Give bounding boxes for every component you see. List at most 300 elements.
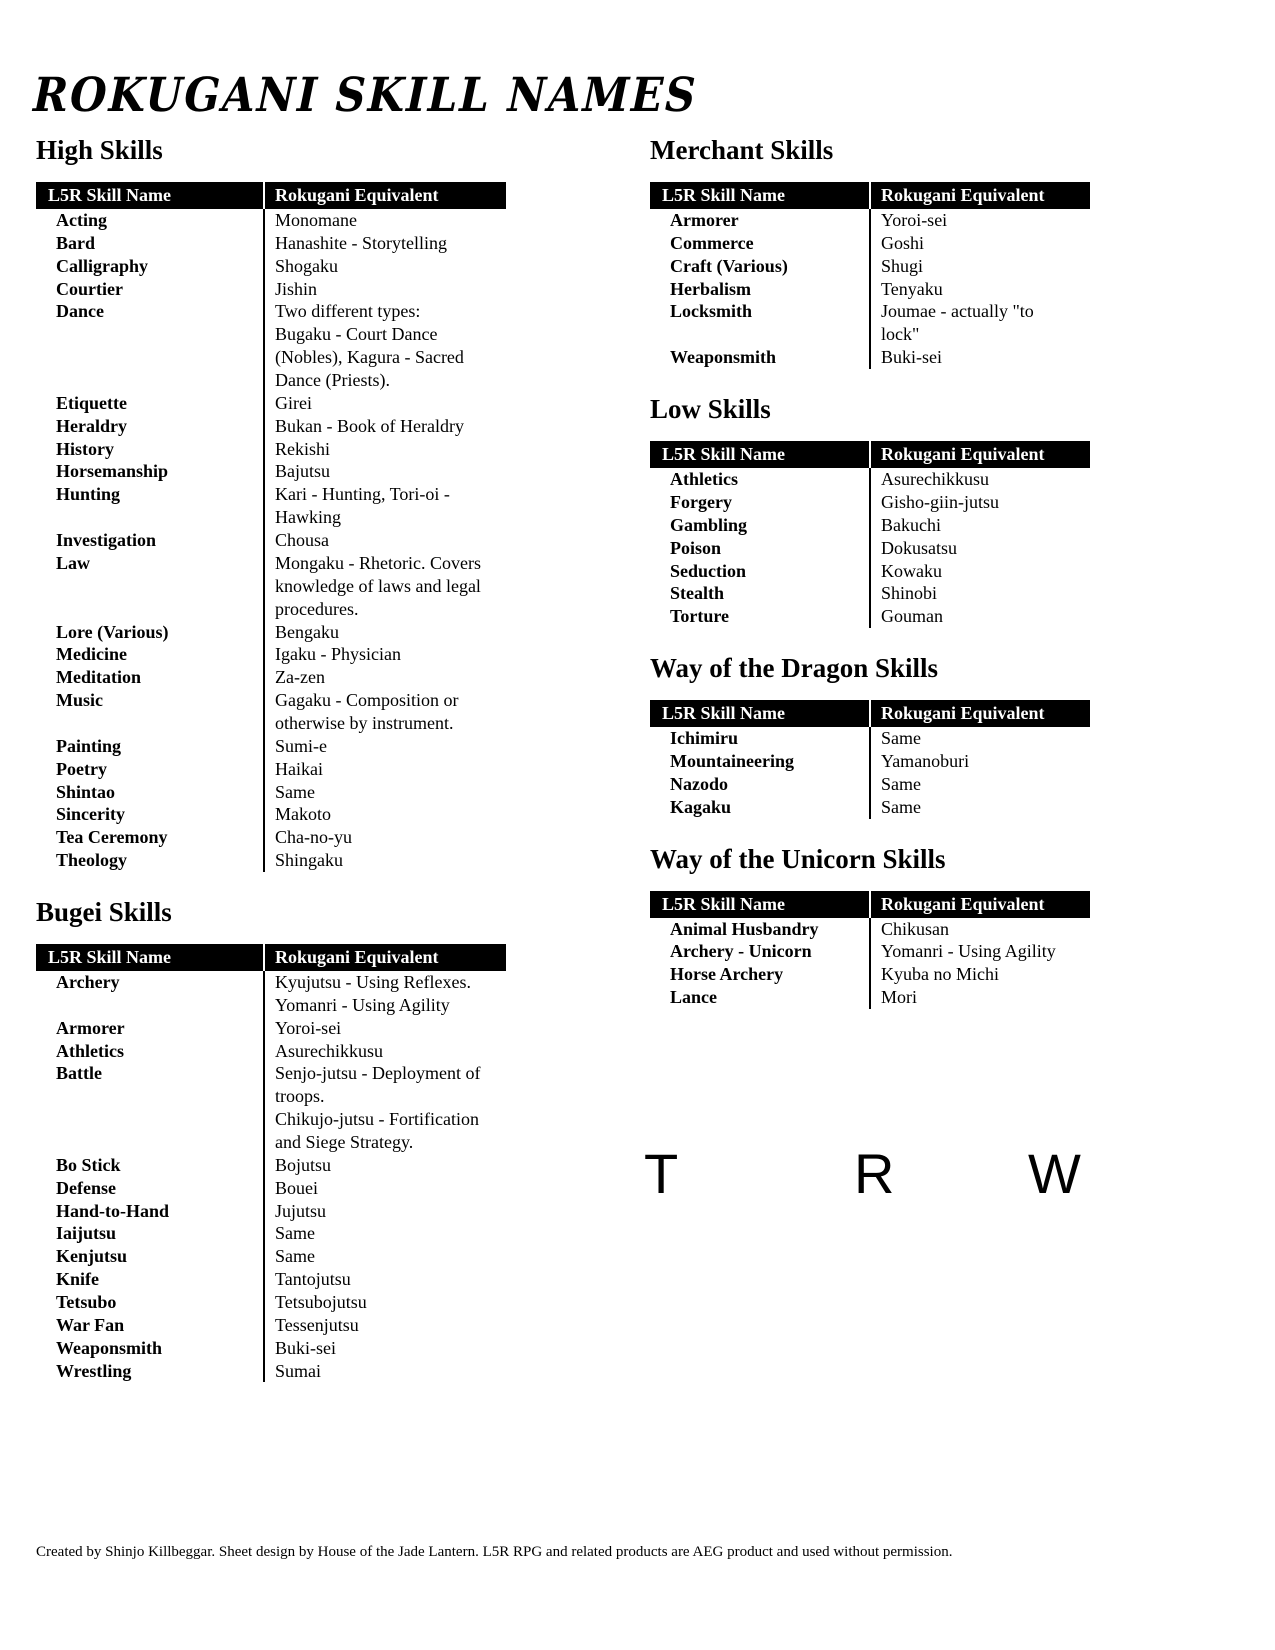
section-heading-high-skills: High Skills xyxy=(36,135,163,165)
cell-rokugani-equivalent xyxy=(264,1245,506,1268)
cell-rokugani-equivalent xyxy=(870,963,1090,986)
table-row xyxy=(36,552,506,621)
section-merchant-skills xyxy=(650,136,1090,369)
table-row xyxy=(36,849,506,872)
cell-rokugani-equivalent xyxy=(264,232,506,255)
table-row xyxy=(36,666,506,689)
equivalent-text-line: Kyuba no Michi xyxy=(881,964,999,985)
skill-name-text: Poetry xyxy=(56,758,107,779)
skill-name-text: Bo Stick xyxy=(56,1154,121,1175)
cell-rokugani-equivalent xyxy=(264,552,506,621)
cell-rokugani-equivalent xyxy=(870,300,1090,346)
cell-rokugani-equivalent xyxy=(870,346,1090,369)
equivalent-text-line: Yoroi-sei xyxy=(881,210,948,231)
equivalent-text-line: procedures. xyxy=(275,598,359,619)
cell-rokugani-equivalent xyxy=(264,1360,506,1383)
cell-skill-name xyxy=(36,1245,264,1268)
cell-skill-name xyxy=(36,666,264,689)
equivalent-text-line: Joumae - actually "to xyxy=(881,301,1034,322)
equivalent-text-line: Gouman xyxy=(881,606,943,627)
cell-rokugani-equivalent xyxy=(870,796,1090,819)
cell-rokugani-equivalent xyxy=(264,209,506,232)
cell-skill-name xyxy=(36,1222,264,1245)
section-spacer xyxy=(650,819,1090,845)
table-row xyxy=(650,773,1090,796)
skill-name-text: War Fan xyxy=(56,1314,125,1335)
skill-name-text: Poison xyxy=(670,537,722,558)
table-row xyxy=(36,1200,506,1223)
cell-rokugani-equivalent xyxy=(264,1337,506,1360)
equivalent-text-line: Chikujo-jutsu - Fortification xyxy=(275,1109,479,1130)
left-column xyxy=(36,136,506,1382)
cell-rokugani-equivalent xyxy=(870,940,1090,963)
skill-name-text: Meditation xyxy=(56,667,141,688)
cell-skill-name xyxy=(36,689,264,735)
cell-rokugani-equivalent xyxy=(870,582,1090,605)
table-row xyxy=(650,300,1090,346)
equivalent-text-line: Same xyxy=(275,1223,315,1244)
cell-rokugani-equivalent xyxy=(870,232,1090,255)
table-row xyxy=(650,491,1090,514)
cell-rokugani-equivalent xyxy=(264,849,506,872)
equivalent-text-line: Bojutsu xyxy=(275,1154,332,1175)
skill-name-text: Horse Archery xyxy=(670,964,784,985)
equivalent-text-line: (Nobles), Kagura - Sacred xyxy=(275,347,464,368)
cell-skill-name xyxy=(36,1268,264,1291)
cell-skill-name xyxy=(650,940,870,963)
equivalent-text-line: Girei xyxy=(275,392,312,413)
skill-name-text: Seduction xyxy=(670,560,747,581)
column-header-skill-name: L5R Skill Name xyxy=(650,891,870,918)
cell-rokugani-equivalent xyxy=(264,803,506,826)
cell-skill-name xyxy=(650,209,870,232)
table-body xyxy=(36,209,506,872)
table-row xyxy=(36,1177,506,1200)
table-row xyxy=(650,918,1090,941)
cell-rokugani-equivalent xyxy=(264,1017,506,1040)
skill-table-dragon-skills xyxy=(650,700,1090,818)
skill-name-text: Bard xyxy=(56,232,96,253)
table-row xyxy=(650,209,1090,232)
cell-rokugani-equivalent xyxy=(264,1177,506,1200)
equivalent-text-line: Tenyaku xyxy=(881,278,943,299)
equivalent-text-line: Mori xyxy=(881,987,917,1008)
skill-name-text: History xyxy=(56,438,114,459)
cell-skill-name xyxy=(36,1314,264,1337)
cell-rokugani-equivalent xyxy=(264,689,506,735)
cell-rokugani-equivalent xyxy=(264,300,506,391)
cell-skill-name xyxy=(36,529,264,552)
cell-skill-name xyxy=(650,537,870,560)
cell-skill-name xyxy=(36,735,264,758)
table-row xyxy=(36,1040,506,1063)
equivalent-text-line: Bajutsu xyxy=(275,461,331,482)
cell-skill-name xyxy=(36,483,264,529)
cell-rokugani-equivalent xyxy=(870,514,1090,537)
table-row xyxy=(36,1337,506,1360)
table-row xyxy=(36,1154,506,1177)
cell-rokugani-equivalent xyxy=(264,460,506,483)
equivalent-text-line: Same xyxy=(881,728,921,749)
column-header-rokugani-equivalent: Rokugani Equivalent xyxy=(870,891,1090,918)
table-row xyxy=(36,621,506,644)
skill-name-text: Kagaku xyxy=(670,796,732,817)
equivalent-text-line: Makoto xyxy=(275,804,331,825)
table-row xyxy=(650,582,1090,605)
cell-rokugani-equivalent xyxy=(870,986,1090,1009)
skill-name-text: Law xyxy=(56,552,91,573)
equivalent-text-line: Za-zen xyxy=(275,667,325,688)
table-row xyxy=(36,1314,506,1337)
table-row xyxy=(36,278,506,301)
skill-table-merchant-skills xyxy=(650,182,1090,369)
table-body xyxy=(650,209,1090,369)
skill-name-text: Kenjutsu xyxy=(56,1246,128,1267)
equivalent-text-line: Same xyxy=(881,796,921,817)
cell-skill-name xyxy=(36,1337,264,1360)
skill-name-text: Hunting xyxy=(56,484,121,505)
skill-name-text: Nazodo xyxy=(670,773,728,794)
equivalent-text-line: Goshi xyxy=(881,232,925,253)
equivalent-text-line: Same xyxy=(275,1246,315,1267)
cell-rokugani-equivalent xyxy=(870,537,1090,560)
table-row xyxy=(36,758,506,781)
cell-rokugani-equivalent xyxy=(264,781,506,804)
table-row xyxy=(650,278,1090,301)
cell-rokugani-equivalent xyxy=(870,727,1090,750)
equivalent-text-line: Bakuchi xyxy=(881,514,941,535)
table-body xyxy=(650,918,1090,1009)
equivalent-text-line: Hanashite - Storytelling xyxy=(275,232,447,253)
cell-skill-name xyxy=(36,232,264,255)
skill-name-text: Lore (Various) xyxy=(56,621,169,642)
cell-rokugani-equivalent xyxy=(870,773,1090,796)
cell-rokugani-equivalent xyxy=(870,750,1090,773)
cell-skill-name xyxy=(36,438,264,461)
skill-name-text: Archery - Unicorn xyxy=(670,941,812,962)
equivalent-text-line: Shogaku xyxy=(275,255,338,276)
table-row xyxy=(36,643,506,666)
equivalent-text-line: Chousa xyxy=(275,530,329,551)
equivalent-text-line: Senjo-jutsu - Deployment of xyxy=(275,1063,481,1084)
equivalent-text-line: Kowaku xyxy=(881,560,942,581)
section-dragon-skills xyxy=(650,654,1090,818)
equivalent-text-line: Yomanri - Using Agility xyxy=(881,941,1056,962)
equivalent-text-line: Kyujutsu - Using Reflexes. xyxy=(275,971,471,992)
cell-skill-name xyxy=(650,582,870,605)
cell-skill-name xyxy=(36,758,264,781)
table-row xyxy=(36,483,506,529)
equivalent-text-line: Yoroi-sei xyxy=(275,1017,342,1038)
equivalent-text-line: Cha-no-yu xyxy=(275,827,352,848)
table-row xyxy=(36,1017,506,1040)
equivalent-text-line: Shingaku xyxy=(275,850,344,871)
table-row xyxy=(36,209,506,232)
cell-rokugani-equivalent xyxy=(264,438,506,461)
skill-table-bugei-skills xyxy=(36,944,506,1382)
cell-rokugani-equivalent xyxy=(264,255,506,278)
skill-table-low-skills xyxy=(650,441,1090,628)
equivalent-text-line: Jishin xyxy=(275,278,318,299)
table-row xyxy=(36,300,506,391)
cell-rokugani-equivalent xyxy=(264,483,506,529)
equivalent-text-line: Haikai xyxy=(275,758,323,779)
table-header-row xyxy=(650,891,1090,918)
cell-rokugani-equivalent xyxy=(264,1268,506,1291)
skill-name-text: Armorer xyxy=(670,210,739,231)
skill-name-text: Craft (Various) xyxy=(670,255,788,276)
table-row xyxy=(36,1268,506,1291)
cell-skill-name xyxy=(650,963,870,986)
cell-skill-name xyxy=(650,255,870,278)
stray-letter-w: W xyxy=(1028,1142,1081,1205)
section-heading-merchant-skills: Merchant Skills xyxy=(650,135,834,165)
table-row xyxy=(36,1062,506,1153)
equivalent-text-line: Yamanoburi xyxy=(881,750,970,771)
equivalent-text-line: Same xyxy=(275,781,315,802)
skill-name-text: Hand-to-Hand xyxy=(56,1200,170,1221)
cell-skill-name xyxy=(36,255,264,278)
skill-name-text: Theology xyxy=(56,850,128,871)
skill-name-text: Shintao xyxy=(56,781,116,802)
cell-skill-name xyxy=(650,750,870,773)
skill-name-text: Tetsubo xyxy=(56,1292,117,1313)
equivalent-text-line: Shugi xyxy=(881,255,924,276)
equivalent-text-line: Bengaku xyxy=(275,621,339,642)
table-header-row xyxy=(650,182,1090,209)
cell-rokugani-equivalent xyxy=(264,758,506,781)
equivalent-text-line: Igaku - Physician xyxy=(275,644,401,665)
cell-skill-name xyxy=(650,560,870,583)
equivalent-text-line: Dance (Priests). xyxy=(275,370,390,391)
section-spacer xyxy=(36,872,506,898)
table-row xyxy=(650,986,1090,1009)
equivalent-text-line: Same xyxy=(881,773,921,794)
equivalent-text-line: Asurechikkusu xyxy=(881,469,989,490)
table-row xyxy=(36,438,506,461)
table-row xyxy=(36,971,506,1017)
equivalent-text-line: knowledge of laws and legal xyxy=(275,575,481,596)
table-header-row xyxy=(36,944,506,971)
cell-rokugani-equivalent xyxy=(870,468,1090,491)
cell-rokugani-equivalent xyxy=(870,560,1090,583)
table-row xyxy=(36,392,506,415)
skill-name-text: Archery xyxy=(56,971,120,992)
column-header-skill-name: L5R Skill Name xyxy=(36,944,264,971)
cell-rokugani-equivalent xyxy=(264,826,506,849)
table-row xyxy=(36,415,506,438)
cell-skill-name xyxy=(650,773,870,796)
equivalent-text-line: Bukan - Book of Heraldry xyxy=(275,415,464,436)
column-header-rokugani-equivalent: Rokugani Equivalent xyxy=(870,700,1090,727)
equivalent-text-line: Tantojutsu xyxy=(275,1269,351,1290)
skill-name-text: Iaijutsu xyxy=(56,1223,117,1244)
cell-skill-name xyxy=(36,1154,264,1177)
cell-skill-name xyxy=(36,415,264,438)
cell-skill-name xyxy=(650,605,870,628)
equivalent-text-line: Two different types: xyxy=(275,301,421,322)
equivalent-text-line: and Siege Strategy. xyxy=(275,1132,414,1152)
table-row xyxy=(36,1222,506,1245)
cell-skill-name xyxy=(36,278,264,301)
table-row xyxy=(36,1360,506,1383)
cell-rokugani-equivalent xyxy=(264,529,506,552)
equivalent-text-line: Tessenjutsu xyxy=(275,1314,359,1335)
section-spacer xyxy=(650,369,1090,395)
column-header-rokugani-equivalent: Rokugani Equivalent xyxy=(264,182,506,209)
table-row xyxy=(36,232,506,255)
table-row xyxy=(650,727,1090,750)
section-high-skills xyxy=(36,136,506,872)
cell-skill-name xyxy=(650,346,870,369)
cell-skill-name xyxy=(36,803,264,826)
skill-name-text: Music xyxy=(56,690,103,711)
cell-rokugani-equivalent xyxy=(264,1291,506,1314)
skill-name-text: Animal Husbandry xyxy=(670,918,819,939)
cell-skill-name xyxy=(36,552,264,621)
table-row xyxy=(650,232,1090,255)
cell-skill-name xyxy=(650,796,870,819)
skill-name-text: Herbalism xyxy=(670,278,751,299)
equivalent-text-line: Chikusan xyxy=(881,918,950,939)
table-row xyxy=(36,689,506,735)
cell-skill-name xyxy=(36,1040,264,1063)
section-heading-unicorn-skills: Way of the Unicorn Skills xyxy=(650,843,946,874)
table-row xyxy=(650,514,1090,537)
cell-skill-name xyxy=(650,514,870,537)
cell-skill-name xyxy=(36,621,264,644)
equivalent-text-line: Bugaku - Court Dance xyxy=(275,324,438,345)
table-row xyxy=(36,781,506,804)
skill-name-text: Painting xyxy=(56,735,122,756)
skill-name-text: Armorer xyxy=(56,1017,125,1038)
cell-skill-name xyxy=(650,491,870,514)
stray-letter-r: R xyxy=(854,1142,895,1205)
skill-name-text: Lance xyxy=(670,987,717,1008)
skill-name-text: Etiquette xyxy=(56,392,127,413)
equivalent-text-line: Mongaku - Rhetoric. Covers xyxy=(275,552,481,573)
cell-rokugani-equivalent xyxy=(264,735,506,758)
equivalent-text-line: Kari - Hunting, Tori-oi - xyxy=(275,484,450,505)
table-row xyxy=(650,468,1090,491)
cell-skill-name xyxy=(36,826,264,849)
skill-name-text: Tea Ceremony xyxy=(56,827,168,848)
cell-rokugani-equivalent xyxy=(264,278,506,301)
column-header-rokugani-equivalent: Rokugani Equivalent xyxy=(870,441,1090,468)
section-heading-bugei-skills: Bugei Skills xyxy=(36,896,172,927)
cell-rokugani-equivalent xyxy=(264,971,506,1017)
table-row xyxy=(650,255,1090,278)
cell-rokugani-equivalent xyxy=(264,1154,506,1177)
skill-name-text: Sincerity xyxy=(56,804,125,825)
cell-rokugani-equivalent xyxy=(870,209,1090,232)
cell-skill-name xyxy=(650,986,870,1009)
equivalent-text-line: Asurechikkusu xyxy=(275,1040,383,1061)
table-row xyxy=(36,1245,506,1268)
cell-rokugani-equivalent xyxy=(264,643,506,666)
column-header-skill-name: L5R Skill Name xyxy=(650,182,870,209)
cell-rokugani-equivalent xyxy=(264,1314,506,1337)
cell-rokugani-equivalent xyxy=(264,621,506,644)
table-row xyxy=(650,346,1090,369)
equivalent-text-line: Rekishi xyxy=(275,438,331,459)
equivalent-text-line: otherwise by instrument. xyxy=(275,712,454,733)
equivalent-text-line: Jujutsu xyxy=(275,1200,327,1221)
skill-name-text: Torture xyxy=(670,606,730,627)
cell-skill-name xyxy=(650,232,870,255)
cell-skill-name xyxy=(650,468,870,491)
section-heading-dragon-skills: Way of the Dragon Skills xyxy=(650,653,939,684)
equivalent-text-line: Hawking xyxy=(275,507,341,528)
table-header-row xyxy=(650,700,1090,727)
cell-rokugani-equivalent xyxy=(870,491,1090,514)
skill-name-text: Courtier xyxy=(56,278,123,299)
cell-rokugani-equivalent xyxy=(870,918,1090,941)
cell-rokugani-equivalent xyxy=(264,415,506,438)
table-row xyxy=(650,560,1090,583)
table-row xyxy=(36,803,506,826)
cell-rokugani-equivalent xyxy=(264,392,506,415)
skill-name-text: Defense xyxy=(56,1177,116,1198)
column-header-skill-name: L5R Skill Name xyxy=(36,182,264,209)
equivalent-text-line: Buki-sei xyxy=(881,347,942,368)
cell-skill-name xyxy=(36,1200,264,1223)
cell-skill-name xyxy=(36,460,264,483)
cell-rokugani-equivalent xyxy=(264,666,506,689)
cell-skill-name xyxy=(36,1360,264,1383)
cell-skill-name xyxy=(36,1017,264,1040)
cell-rokugani-equivalent xyxy=(870,278,1090,301)
skill-name-text: Weaponsmith xyxy=(56,1337,163,1358)
section-heading-low-skills: Low Skills xyxy=(650,394,771,425)
equivalent-text-line: Gagaku - Composition or xyxy=(275,690,459,711)
cell-skill-name xyxy=(650,300,870,346)
equivalent-text-line: Bouei xyxy=(275,1177,318,1198)
table-row xyxy=(36,826,506,849)
equivalent-text-line: Buki-sei xyxy=(275,1337,336,1358)
stray-letters-group xyxy=(636,1140,1096,1210)
section-low-skills xyxy=(650,395,1090,628)
skill-name-text: Gambling xyxy=(670,514,748,535)
page-title: ROKUGANI SKILL NAMES xyxy=(32,67,699,123)
cell-skill-name xyxy=(36,849,264,872)
section-unicorn-skills xyxy=(650,845,1090,1009)
cell-rokugani-equivalent xyxy=(264,1222,506,1245)
cell-skill-name xyxy=(650,727,870,750)
skill-name-text: Heraldry xyxy=(56,415,127,436)
skill-name-text: Horsemanship xyxy=(56,461,169,482)
table-row xyxy=(650,537,1090,560)
table-row xyxy=(650,963,1090,986)
skill-name-text: Locksmith xyxy=(670,301,753,322)
skill-name-text: Stealth xyxy=(670,583,724,604)
cell-skill-name xyxy=(36,971,264,1017)
table-header-row xyxy=(36,182,506,209)
cell-skill-name xyxy=(36,1177,264,1200)
cell-rokugani-equivalent xyxy=(264,1062,506,1153)
cell-skill-name xyxy=(650,918,870,941)
skill-name-text: Mountaineering xyxy=(670,750,794,771)
equivalent-text-line: Tetsubojutsu xyxy=(275,1292,367,1313)
table-row xyxy=(650,796,1090,819)
cell-skill-name xyxy=(36,209,264,232)
table-row xyxy=(36,735,506,758)
column-header-skill-name: L5R Skill Name xyxy=(650,441,870,468)
skill-name-text: Commerce xyxy=(670,232,754,253)
skill-name-text: Calligraphy xyxy=(56,255,149,276)
cell-skill-name xyxy=(36,300,264,391)
cell-rokugani-equivalent xyxy=(870,255,1090,278)
